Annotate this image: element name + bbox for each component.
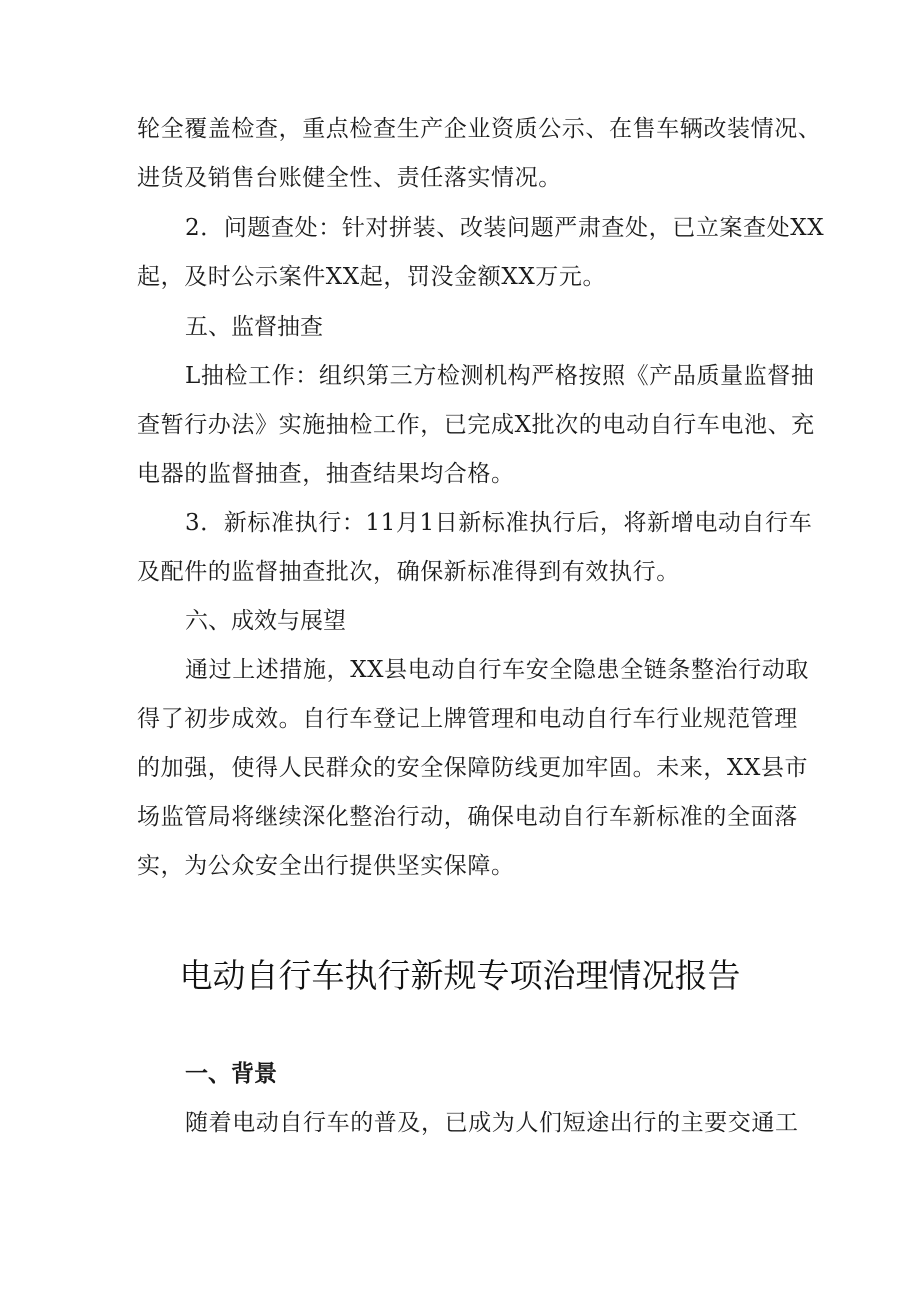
paragraph-line: 通过上述措施，XX县电动自行车安全隐患全链条整治行动取: [185, 657, 809, 683]
section-heading-6: 六、成效与展望: [185, 608, 346, 634]
paragraph-line: 的加强，使得人民群众的安全保障防线更加牢固。未来，XX县市: [137, 755, 809, 781]
paragraph-line: 轮全覆盖检查，重点检查生产企业资质公示、在售车辆改装情况、: [137, 116, 822, 142]
paragraph-line: 及配件的监督抽查批次，确保新标准得到有效执行。: [137, 559, 680, 585]
paragraph-line: 3．新标准执行：11月1日新标准执行后，将新增电动自行车: [185, 510, 813, 536]
paragraph-line: 起，及时公示案件XX起，罚没金额XX万元。: [137, 264, 607, 290]
paragraph-line: L抽检工作：组织第三方检测机构严格按照《产品质量监督抽: [185, 363, 815, 389]
paragraph-line: 2．问题查处：针对拼装、改装问题严肃查处，已立案查处XX: [185, 215, 825, 241]
section-heading-1: 一、背景: [185, 1061, 277, 1087]
paragraph-line: 场监管局将继续深化整治行动，确保电动自行车新标准的全面落: [137, 804, 798, 830]
paragraph-line: 得了初步成效。自行车登记上牌管理和电动自行车行业规范管理: [137, 706, 798, 732]
paragraph-line: 查暂行办法》实施抽检工作，已完成X批次的电动自行车电池、充: [137, 412, 815, 438]
paragraph-line: 实，为公众安全出行提供坚实保障。: [137, 853, 515, 879]
report-title: 电动自行车执行新规专项治理情况报告: [179, 956, 741, 995]
paragraph-line: 电器的监督抽查，抽查结果均合格。: [137, 461, 515, 487]
section-heading-5: 五、监督抽查: [185, 314, 323, 340]
paragraph-line: 进货及销售台账健全性、责任落实情况。: [137, 165, 562, 191]
paragraph-line: 随着电动自行车的普及，已成为人们短途出行的主要交通工: [185, 1110, 799, 1136]
